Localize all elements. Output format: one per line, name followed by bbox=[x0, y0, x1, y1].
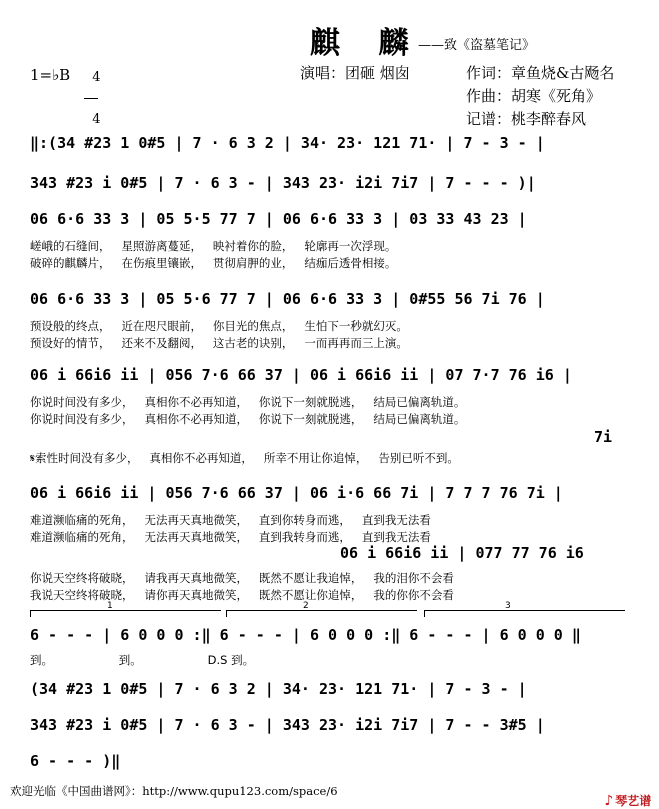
volta-bracket-2 bbox=[226, 601, 417, 617]
singer-credit: 演唱：团砸 烟囱 bbox=[300, 64, 410, 82]
volta-label: 2 bbox=[303, 601, 309, 611]
score-title: 麒 麟 bbox=[310, 26, 423, 61]
notation-line: 06 i 66i6 ii | 056 7·6 66 37 | 06 i·6 66 7i | 7 7 7 76 7i | bbox=[30, 484, 563, 502]
lyric-line: 到。 到。 D.S 到。 bbox=[30, 653, 255, 667]
lyricist-credit: 作词：章鱼烧&古飏名 bbox=[466, 64, 615, 82]
key-signature: 1=♭B bbox=[30, 66, 71, 84]
score-subtitle: ——致《盗墓笔记》 bbox=[418, 38, 536, 53]
site-footer: 欢迎光临《中国曲谱网》：http://www.qupu123.com/space/6 bbox=[10, 784, 338, 798]
meter-bar bbox=[84, 98, 98, 99]
meter-top: 4 bbox=[92, 70, 101, 85]
lyric-line: 你说时间没有多少， 真相你不必再知道， 你说下一刻就脱逃， 结局已偏离轨道。 bbox=[30, 395, 466, 409]
lyric-line: 难道濒临痛的死角， 无法再天真地微笑， 直到你转身而逃， 直到我无法看 bbox=[30, 513, 431, 527]
volta-label: 1 bbox=[107, 601, 113, 611]
volta-bracket-3 bbox=[424, 601, 625, 617]
notation-line: 6 - - - )‖ bbox=[30, 752, 121, 770]
logo-text: 琴艺谱 bbox=[615, 794, 652, 808]
notation-line: 06 6·6 33 3 | 05 5·6 77 7 | 06 6·6 33 3 | 0#55 56 7i 76 | bbox=[30, 290, 545, 308]
lyric-line: 破碎的麒麟片， 在伤痕里镶嵌， 贯彻肩胛的业， 结痂后透骨相接。 bbox=[30, 256, 397, 270]
lyric-line: 𝄋索性时间没有多少， 真相你不必再知道， 所幸不用让你追悼， 告别已听不到。 bbox=[30, 451, 459, 465]
volta-label: 3 bbox=[505, 601, 511, 611]
transcriber-credit: 记谱：桃李醉春风 bbox=[466, 110, 587, 128]
lyric-line: 你说时间没有多少， 真相你不必再知道， 你说下一刻就脱逃， 结局已偏离轨道。 bbox=[30, 412, 466, 426]
notation-line: 343 #23 i 0#5 | 7 · 6 3 - | 343 23· i2i 7i7 | 7 - - 3#5 | bbox=[30, 716, 545, 734]
site-logo bbox=[596, 778, 651, 809]
lyric-line: 嵯峨的石缝间， 星照游离蔓延， 映衬着你的脸， 轮廓再一次浮现。 bbox=[30, 239, 397, 253]
lyric-line: 你说天空终将破晓， 请我再天真地微笑， 既然不愿让我追悼， 我的泪你不会看 bbox=[30, 571, 454, 585]
lyric-line: 预设好的情节， 还来不及翻阅， 这古老的诀别， 一而再再而三上演。 bbox=[30, 336, 408, 350]
notation-line: 343 #23 i 0#5 | 7 · 6 3 - | 343 23· i2i 7i7 | 7 - - - )| bbox=[30, 174, 536, 192]
notation-line: 6 - - - | 6 0 0 0 :‖ 6 - - - | 6 0 0 0 :‖ 6 - - - | 6 0 0 0 ‖ bbox=[30, 626, 581, 644]
volta-bracket-1 bbox=[30, 601, 221, 617]
lyric-line: 预设般的终点， 近在咫尺眼前， 你目光的焦点， 生怕下一秒就幻灭。 bbox=[30, 319, 408, 333]
notation-line: 06 6·6 33 3 | 05 5·5 77 7 | 06 6·6 33 3 | 03 33 43 23 | bbox=[30, 210, 527, 228]
meter-bottom: 4 bbox=[92, 112, 101, 127]
notation-line: 06 i 66i6 ii | 077 77 76 i6 bbox=[340, 544, 584, 562]
composer-credit: 作曲：胡寒《死角》 bbox=[466, 87, 602, 105]
notation-line: (34 #23 1 0#5 | 7 · 6 3 2 | 34· 23· 121 71· | 7 - 3 - | bbox=[30, 680, 527, 698]
notation-line: ‖:(34 #23 1 0#5 | 7 · 6 3 2 | 34· 23· 121 71· | 7 - 3 - | bbox=[30, 134, 545, 152]
notation-line: 06 i 66i6 ii | 056 7·6 66 37 | 06 i 66i6 ii | 07 7·7 76 i6 | bbox=[30, 366, 572, 384]
notation-line: 7i bbox=[594, 428, 613, 446]
time-signature bbox=[84, 58, 101, 127]
lyric-line: 我说天空终将破晓， 请你再天真地微笑， 既然不愿让你追悼， 我的你你不会看 bbox=[30, 588, 454, 602]
lyric-line: 难道濒临痛的死角， 无法再天真地微笑， 直到我转身而逃， 直到我无法看 bbox=[30, 530, 431, 544]
logo-icon: ♪ bbox=[604, 793, 614, 809]
